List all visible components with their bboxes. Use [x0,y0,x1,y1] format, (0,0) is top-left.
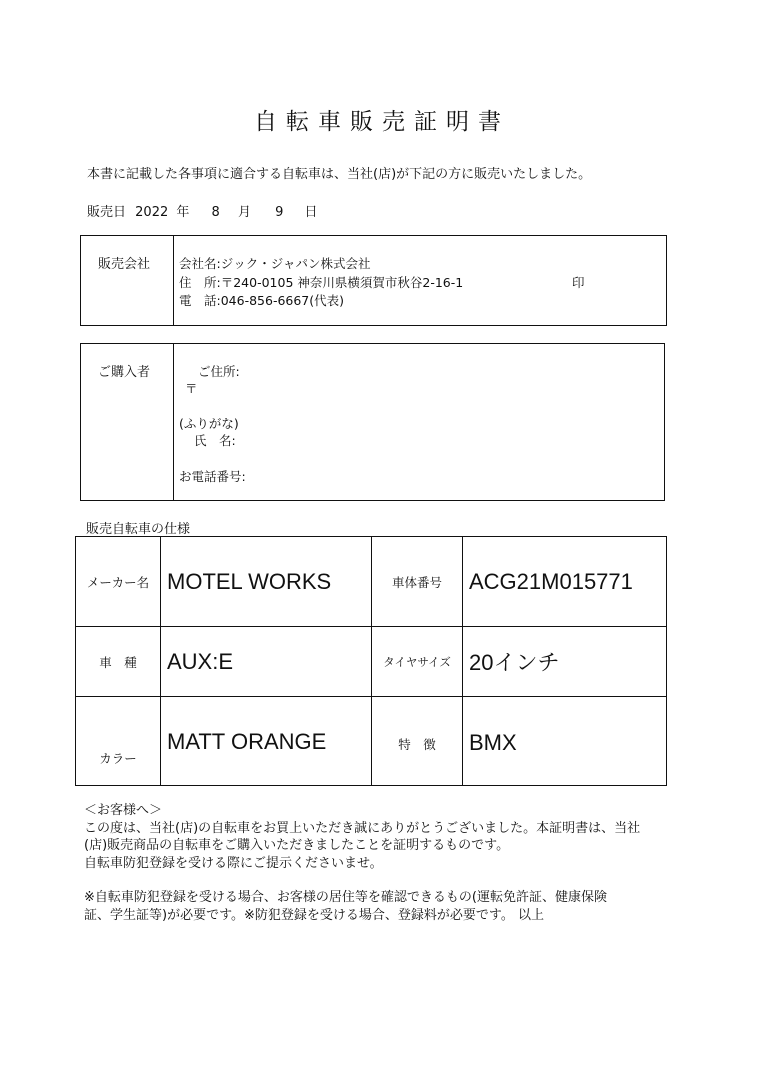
seller-divider [173,236,174,325]
spec-row-color [76,697,667,786]
model-label: 車 種 [76,627,161,697]
buyer-name-label: 氏 名: [194,433,236,448]
sale-day-unit: 日 [304,205,318,220]
sale-year: 2022 [135,205,169,220]
spec-row-maker [76,537,667,627]
sale-date-row [87,201,318,220]
sale-date-label: 販売日 [87,205,127,220]
sale-month: 8 [211,205,220,220]
seal-mark: 印 [572,275,585,290]
buyer-box [80,343,665,501]
maker-label: メーカー名 [76,537,161,627]
intro-text: 本書に記載した各事項に適合する自転車は、当社(店)が下記の方に販売いたしました。 [87,167,592,182]
sale-day: 9 [275,205,284,220]
sale-year-unit: 年 [176,205,190,220]
buyer-postal-mark: 〒 [185,381,198,396]
tire-size-value: 20インチ [463,627,667,697]
customer-notes [84,802,704,924]
tire-size-label: タイヤサイズ [372,627,463,697]
sale-month-unit: 月 [237,205,251,220]
seller-address: 住 所:〒240-0105 神奈川県横須賀市秋谷2-16-1 [179,275,464,290]
notes-line: この度は、当社(店)の自転車をお買上いただき誠にありがとうございました。本証明書は、当社 [84,820,641,836]
frame-number-label: 車体番号 [372,537,463,627]
model-value: AUX:E [161,627,372,697]
notes-heading: ＜お客様へ＞ [84,803,163,818]
notes-line: 証、学生証等)が必要です。※防犯登録を受ける場合、登録料が必要です。 以上 [84,907,545,923]
buyer-furigana-label: (ふりがな) [179,416,239,431]
notes-line: (店)販売商品の自転車をご購入いただきましたことを証明するものです。 [84,838,510,853]
color-label: カラー [76,697,161,786]
notes-line: 自転車防犯登録を受ける際にご提示くださいませ。 [84,855,383,871]
feature-label: 特 徴 [372,697,463,786]
seller-box [80,235,667,326]
buyer-section-label: ご購入者 [98,365,151,380]
buyer-divider [173,344,174,500]
buyer-phone-label: お電話番号: [179,469,246,484]
frame-number-value: ACG21M015771 [463,537,667,627]
color-value: MATT ORANGE [161,697,372,786]
feature-value: BMX [463,697,667,786]
seller-phone: 電 話:046-856-6667(代表) [179,293,345,308]
seller-section-label: 販売会社 [98,257,151,272]
spec-caption: 販売自転車の仕様 [86,522,191,537]
seller-company: 会社名:ジック・ジャパン株式会社 [179,256,371,271]
notes-line: ※自転車防犯登録を受ける場合、お客様の居住等を確認できるもの(運転免許証、健康保険 [84,890,607,905]
buyer-address-label: ご住所: [198,364,240,379]
spec-table [75,536,667,786]
spec-row-model [76,627,667,697]
maker-value: MOTEL WORKS [161,537,372,627]
document-title: 自転車販売証明書 [254,109,510,135]
